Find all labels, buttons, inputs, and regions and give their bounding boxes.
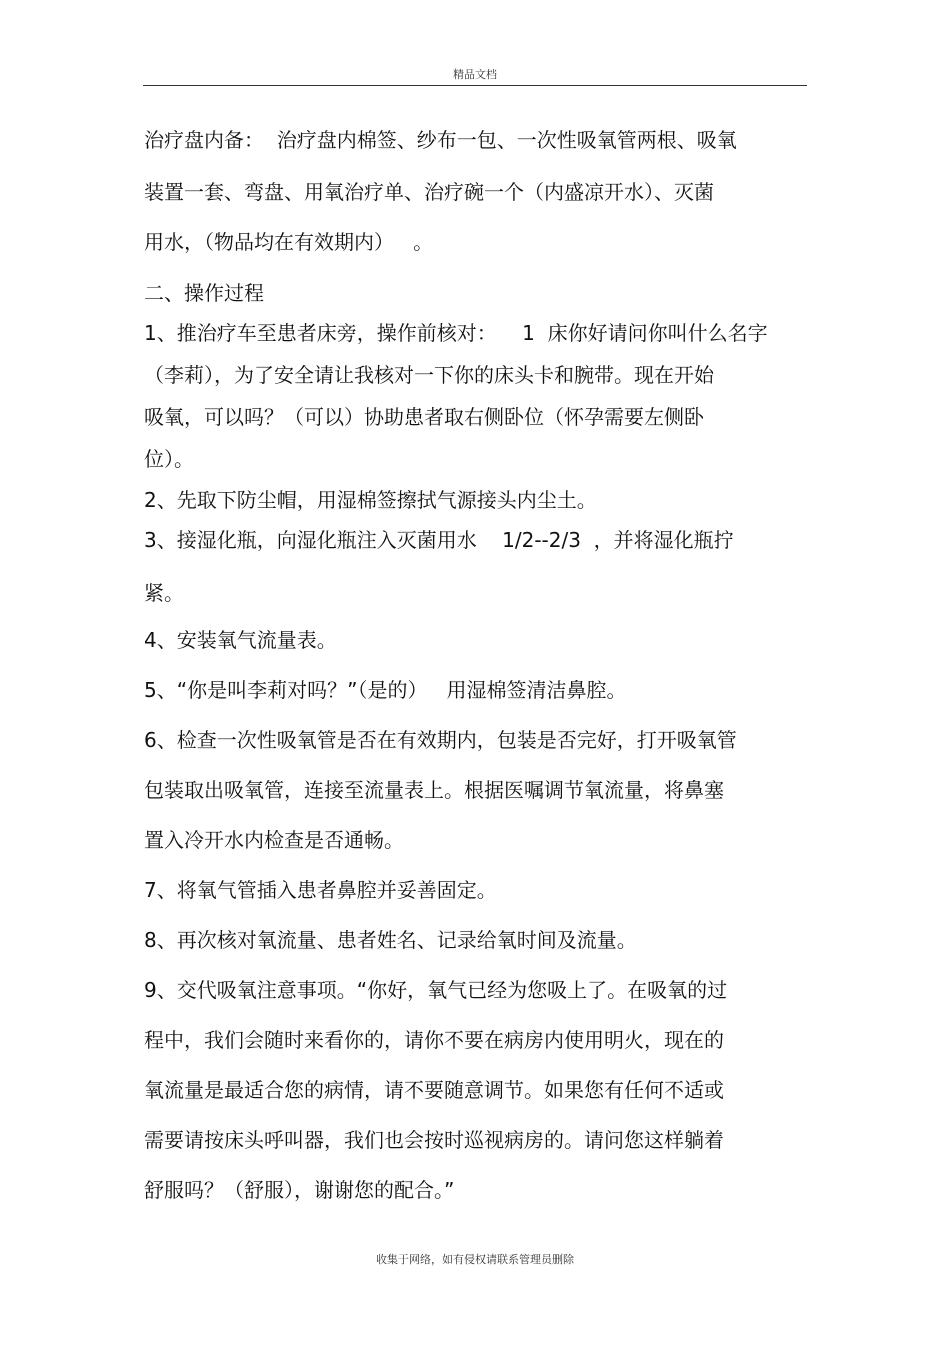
body-line-8: 位）。 xyxy=(144,447,194,471)
body-line-3: 用水，（物品均在有效期内） 。 xyxy=(144,230,434,254)
body-line-18: 8、再次核对氧流量、患者姓名、记录给氧时间及流量。 xyxy=(144,928,637,952)
page-footer-note: 收集于网络，如有侵权请联系管理员删除 xyxy=(376,1253,574,1266)
body-line-9: 2、先取下防尘帽，用湿棉签擦拭气源接头内尘土。 xyxy=(144,488,597,512)
body-line-16: 置入冷开水内检查是否通畅。 xyxy=(144,828,404,852)
body-line-5: 1、推治疗车至患者床旁，操作前核对： 1 床你好请问你叫什么名字 xyxy=(144,321,768,345)
body-line-22: 需要请按床头呼叫器，我们也会按时巡视病房的。请问您这样躺着 xyxy=(144,1128,724,1152)
body-line-1: 治疗盘内备： 治疗盘内棉签、纱布一包、一次性吸氧管两根、吸氧 xyxy=(144,128,737,152)
body-line-21: 氧流量是最适合您的病情，请不要随意调节。如果您有任何不适或 xyxy=(144,1078,724,1102)
body-line-12: 4、安装氧气流量表。 xyxy=(144,628,337,652)
body-line-14: 6、检查一次性吸氧管是否在有效期内，包装是否完好，打开吸氧管 xyxy=(144,728,737,752)
body-line-19: 9、交代吸氧注意事项。“你好，氧气已经为您吸上了。在吸氧的过 xyxy=(144,978,728,1002)
body-line-17: 7、将氧气管插入患者鼻腔并妥善固定。 xyxy=(144,878,497,902)
body-line-10: 3、接湿化瓶，向湿化瓶注入灭菌用水 1/2--2/3 ，并将湿化瓶拧 xyxy=(144,528,734,552)
page-header-title: 精品文档 xyxy=(453,68,497,81)
body-line-7: 吸氧，可以吗？（可以）协助患者取右侧卧位（怀孕需要左侧卧 xyxy=(144,405,704,429)
body-line-11: 紧。 xyxy=(144,581,184,605)
section-heading: 二、操作过程 xyxy=(144,281,264,305)
body-line-2: 装置一套、弯盘、用氧治疗单、治疗碗一个（内盛凉开水）、灭菌 xyxy=(144,180,714,204)
body-line-13: 5、“你是叫李莉对吗？”（是的） 用湿棉签清洁鼻腔。 xyxy=(144,678,627,702)
header-divider xyxy=(143,85,807,86)
body-line-20: 程中，我们会随时来看你的，请你不要在病房内使用明火，现在的 xyxy=(144,1028,724,1052)
body-line-6: （李莉），为了安全请让我核对一下你的床头卡和腕带。现在开始 xyxy=(144,363,714,387)
body-line-23: 舒服吗？（舒服），谢谢您的配合。” xyxy=(144,1178,455,1202)
body-line-15: 包装取出吸氧管，连接至流量表上。根据医嘱调节氧流量，将鼻塞 xyxy=(144,778,724,802)
